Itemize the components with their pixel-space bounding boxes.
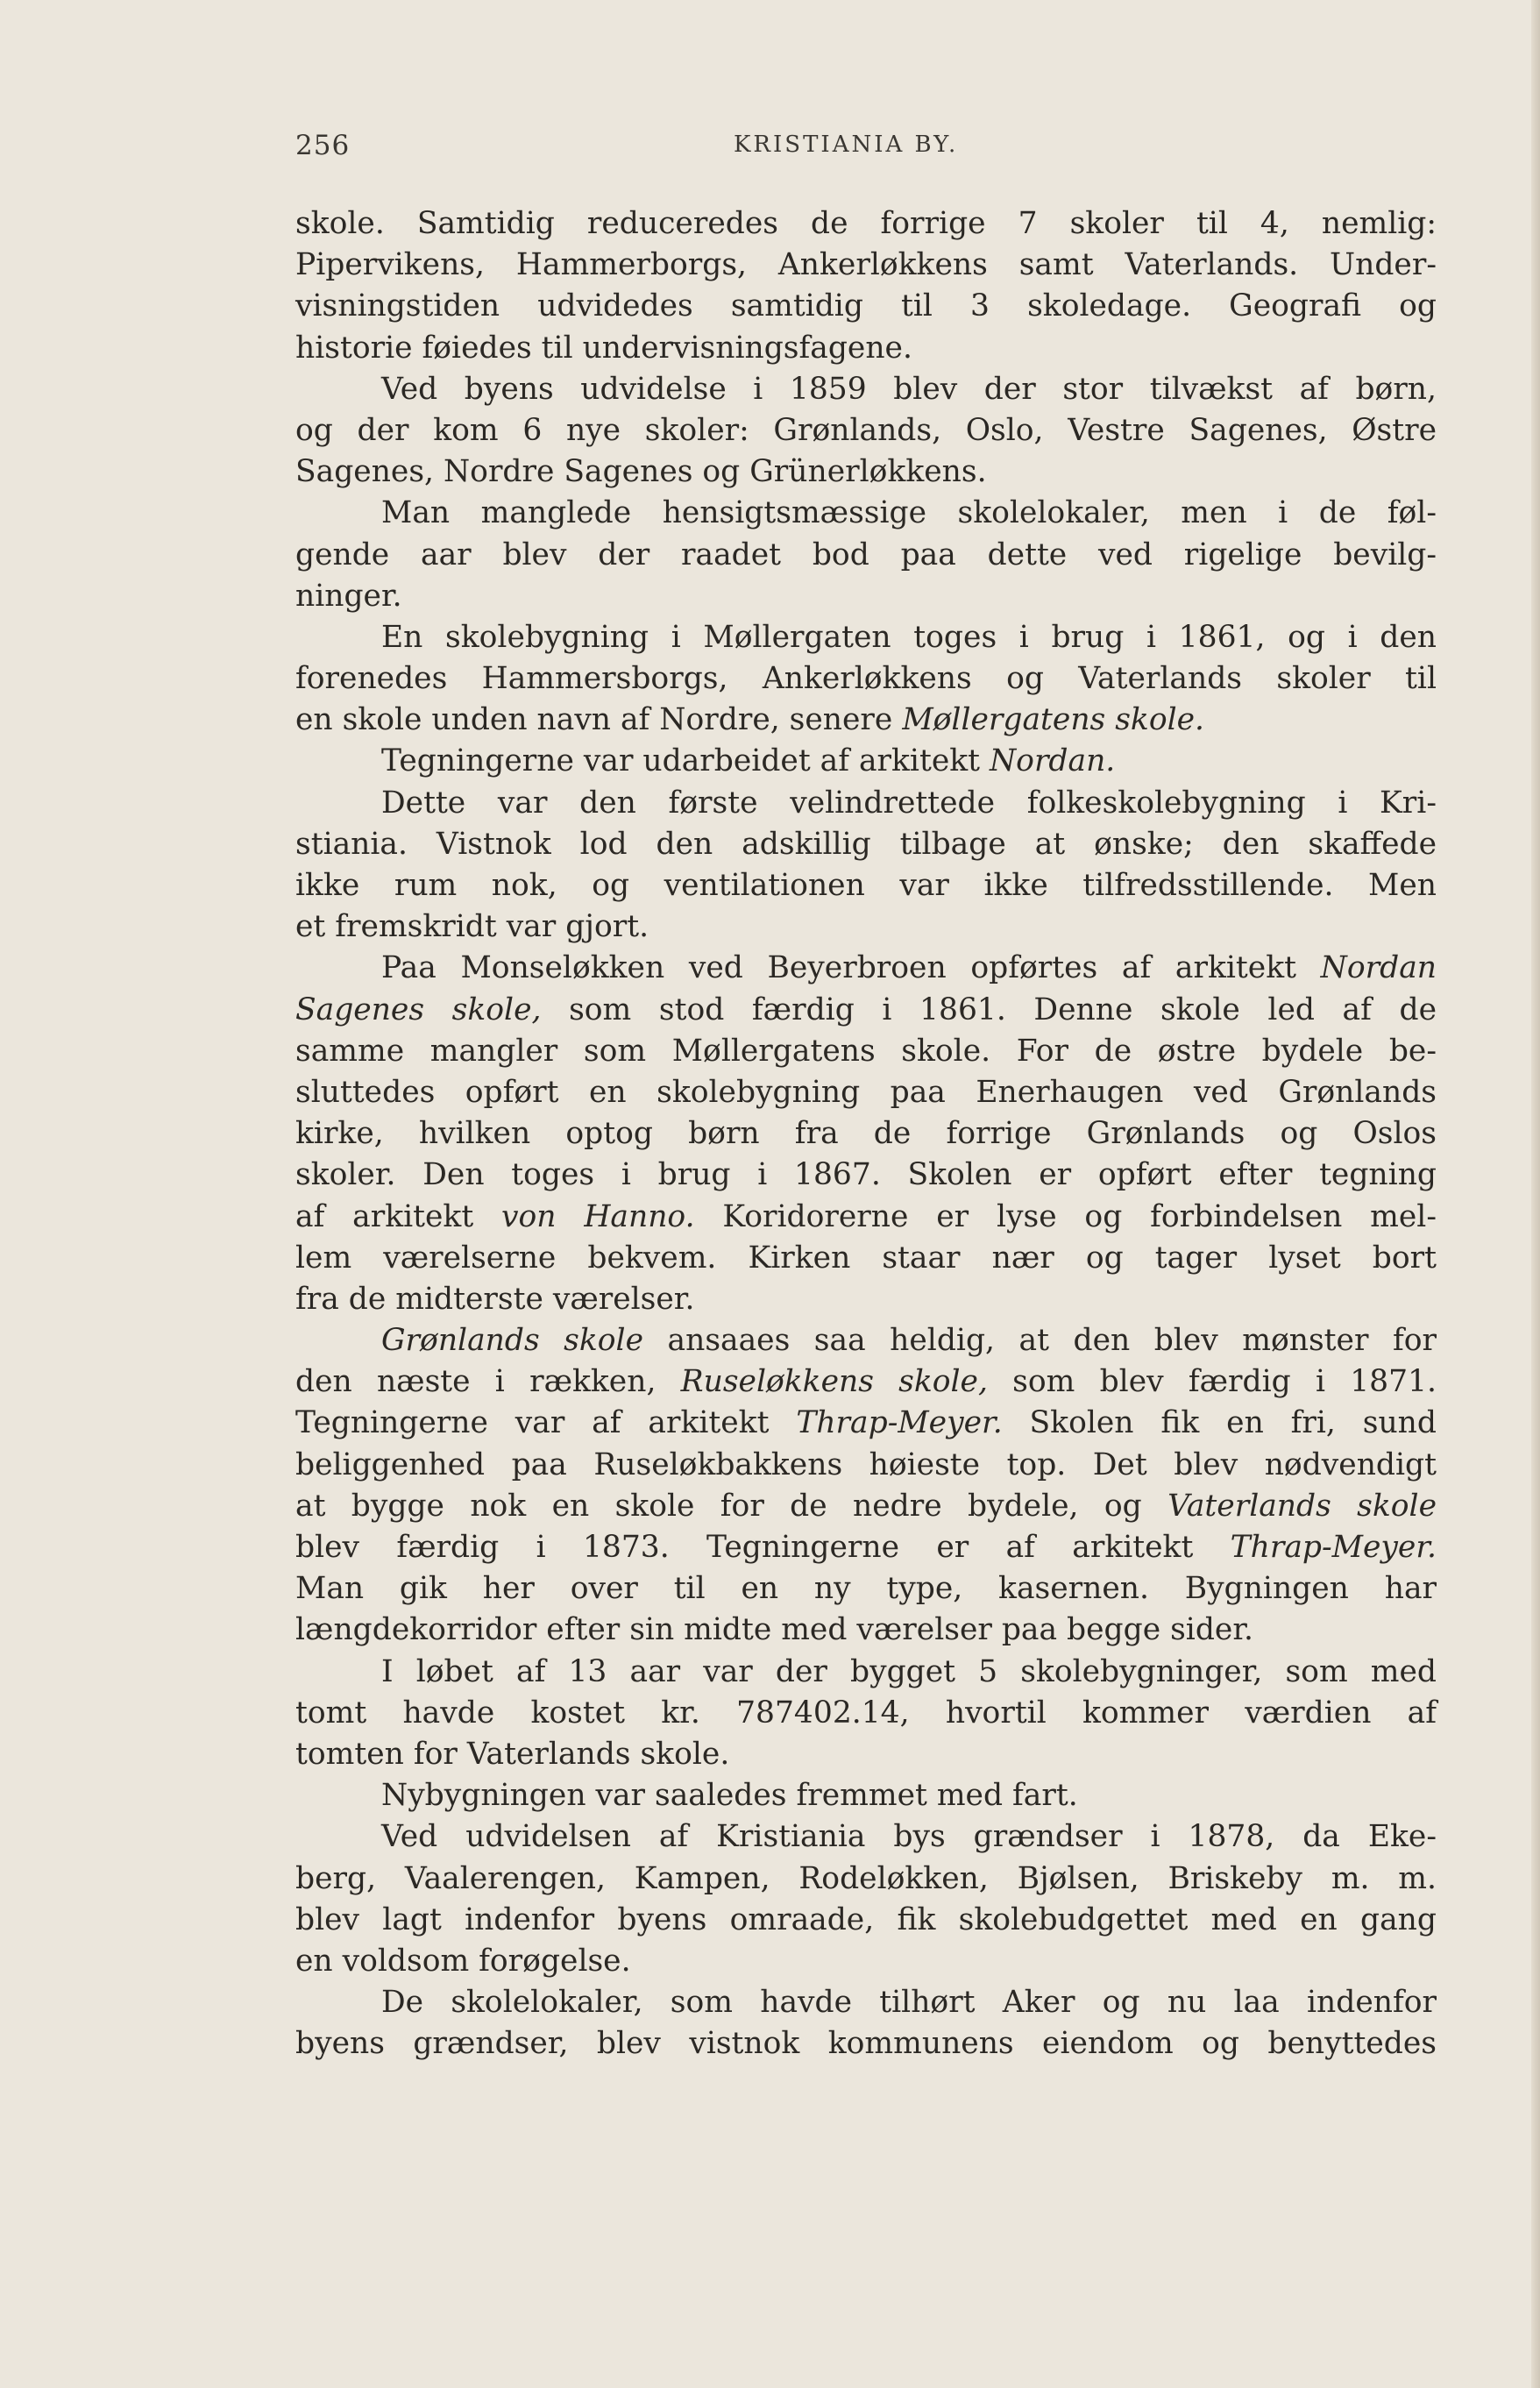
text-line: ninger. — [295, 578, 402, 614]
italic-name: Thrap-Meyer. — [796, 1405, 1003, 1441]
page-edge — [1531, 0, 1540, 2388]
text-line: En skolebygning i Møllergaten toges i brug i 1861, og i den — [381, 619, 1437, 655]
text-line: Man manglede hensigtsmæssige skolelokaler, men i de føl- — [381, 495, 1437, 531]
text-line: en voldsom forøgelse. — [295, 1943, 631, 1979]
text-line: Sagenes, Nordre Sagenes og Grünerløkkens. — [295, 454, 987, 490]
text-line: fra de midterste værelser. — [295, 1281, 695, 1317]
text-line: Ved udvidelsen af Kristiania bys grændser i 1878, da Eke- — [381, 1819, 1437, 1855]
text-line: blev lagt indenfor byens omraade, fik skolebudgettet med en gang — [295, 1901, 1437, 1937]
italic-name: Nordan — [1320, 950, 1437, 986]
text-line: berg, Vaalerengen, Kampen, Rodeløkken, Bjølsen, Briskeby m. m. — [295, 1860, 1437, 1896]
running-head: KRISTIANIA BY. — [734, 131, 959, 158]
page-number: 256 — [295, 130, 351, 161]
italic-name: Sagenes skole, — [295, 991, 542, 1027]
text-line: Grønlands skole ansaaes saa heldig, at den blev mønster for — [381, 1323, 1437, 1359]
text-line: I løbet af 13 aar var der bygget 5 skolebygninger, som med — [381, 1653, 1437, 1689]
text-line: tomt havde kostet kr. 787402.14, hvortil kommer værdien af — [295, 1695, 1437, 1731]
italic-name: Nordan. — [989, 743, 1116, 779]
italic-name: Grønlands skole — [381, 1323, 644, 1359]
text-line: byens grændser, blev vistnok kommunens eiendom og benyttedes — [295, 2026, 1437, 2062]
text-line: kirke, hvilken optog børn fra de forrige Grønlands og Oslos — [295, 1116, 1437, 1152]
text-line: en skole unden navn af Nordre, senere Møllergatens skole. — [295, 702, 1205, 738]
text-line: Sagenes skole, som stod færdig i 1861. Denne skole led af de — [295, 991, 1437, 1027]
text-line: Paa Monseløkken ved Beyerbroen opførtes af arkitekt Nordan — [381, 950, 1437, 986]
text-line: ikke rum nok, og ventilationen var ikke tilfredsstillende. Men — [295, 868, 1437, 903]
text-line: Tegningerne var af arkitekt Thrap-Meyer. Skolen fik en fri, sund — [295, 1405, 1437, 1441]
body-text — [295, 203, 1437, 2065]
italic-name: Thrap-Meyer. — [1230, 1530, 1437, 1565]
italic-name: Ruseløkkens skole, — [680, 1364, 988, 1400]
text-line: De skolelokaler, som havde tilhørt Aker og nu laa indenfor — [381, 1985, 1437, 2021]
text-line: Man gik her over til en ny type, kasernen. Bygningen har — [295, 1571, 1437, 1607]
text-line: et fremskridt var gjort. — [295, 909, 649, 945]
text-line: og der kom 6 nye skoler: Grønlands, Oslo, Vestre Sagenes, Østre — [295, 412, 1437, 448]
text-line: gende aar blev der raadet bod paa dette ved rigelige bevilg- — [295, 537, 1437, 572]
text-line: at bygge nok en skole for de nedre bydele, og Vaterlands skole — [295, 1488, 1437, 1524]
text-line: længdekorridor efter sin midte med værelser paa begge sider. — [295, 1612, 1253, 1648]
text-line: Tegningerne var udarbeidet af arkitekt Nordan. — [381, 743, 1116, 779]
text-line: skoler. Den toges i brug i 1867. Skolen er opført efter tegning — [295, 1157, 1437, 1193]
text-line: den næste i rækken, Ruseløkkens skole, som blev færdig i 1871. — [295, 1364, 1437, 1400]
italic-name: von Hanno. — [501, 1198, 695, 1234]
text-line: sluttedes opført en skolebygning paa Enerhaugen ved Grønlands — [295, 1074, 1437, 1110]
text-line: beliggenhed paa Ruseløkbakkens høieste top. Det blev nødvendigt — [295, 1446, 1437, 1482]
text-line: Pipervikens, Hammerborgs, Ankerløkkens samt Vaterlands. Under- — [295, 247, 1437, 283]
italic-name: Vaterlands skole — [1167, 1488, 1437, 1524]
text-line: Ved byens udvidelse i 1859 blev der stor tilvækst af børn, — [381, 371, 1437, 407]
text-line: Dette var den første velindrettede folkeskolebygning i Kri- — [381, 785, 1437, 821]
text-line: skole. Samtidig reduceredes de forrige 7 skoler til 4, nemlig: — [295, 206, 1437, 241]
text-line: af arkitekt von Hanno. Koridorerne er lyse og forbindelsen mel- — [295, 1198, 1437, 1234]
text-line: blev færdig i 1873. Tegningerne er af arkitekt Thrap-Meyer. — [295, 1530, 1437, 1565]
text-line: Nybygningen var saaledes fremmet med fart. — [381, 1778, 1078, 1814]
text-line: tomten for Vaterlands skole. — [295, 1736, 730, 1772]
text-line: visningstiden udvidedes samtidig til 3 skoledage. Geografi og — [295, 288, 1437, 324]
text-line: lem værelserne bekvem. Kirken staar nær og tager lyset bort — [295, 1240, 1437, 1276]
italic-name: Møllergatens skole. — [902, 702, 1205, 738]
text-line: stiania. Vistnok lod den adskillig tilbage at ønske; den skaffede — [295, 826, 1437, 862]
text-line: historie føiedes til undervisningsfagene. — [295, 330, 912, 366]
text-line: samme mangler som Møllergatens skole. For de østre bydele be- — [295, 1033, 1437, 1069]
text-line: forenedes Hammersborgs, Ankerløkkens og Vaterlands skoler til — [295, 661, 1437, 697]
